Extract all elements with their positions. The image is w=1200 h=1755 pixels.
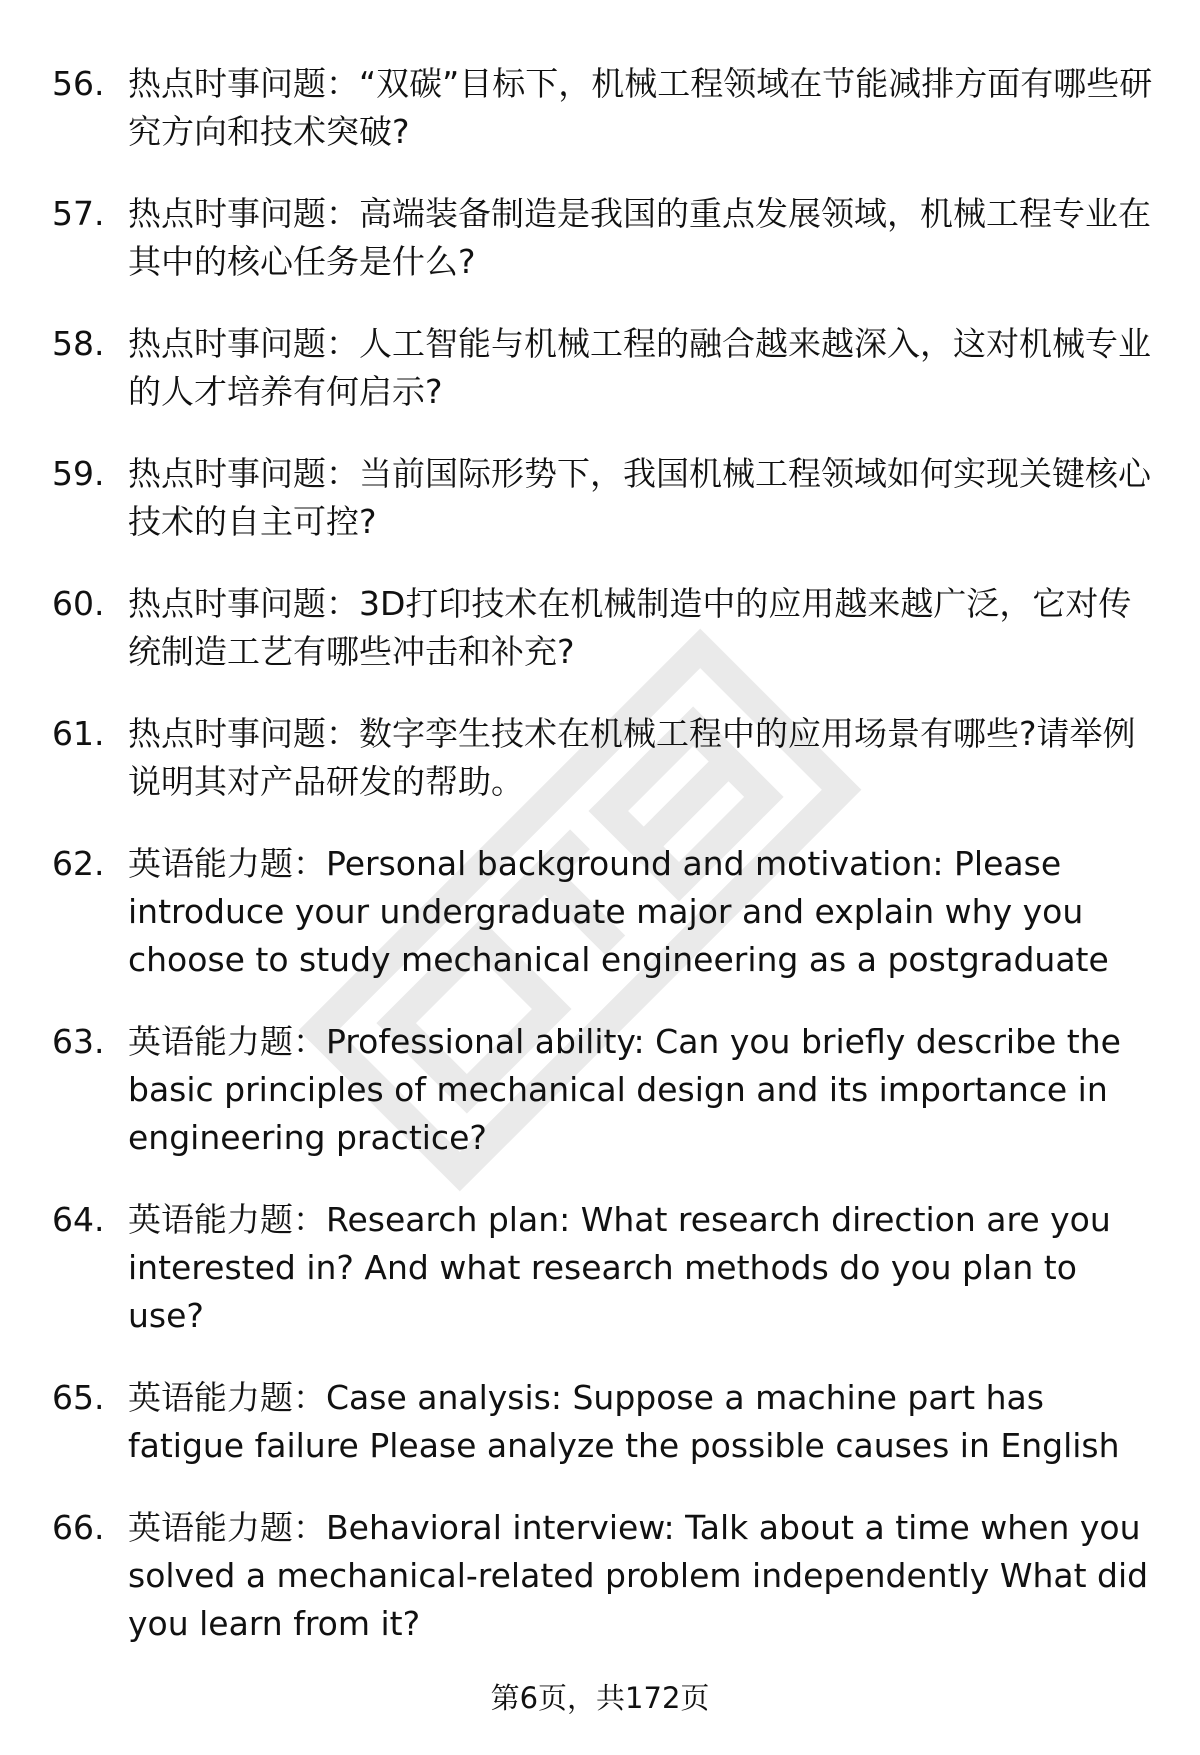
question-text: 热点时事问题：人工智能与机械工程的融合越来越深入，这对机械专业的人才培养有何启示? bbox=[128, 324, 1151, 411]
list-item bbox=[52, 450, 1162, 546]
list-item bbox=[52, 190, 1162, 286]
list-item bbox=[52, 1374, 1162, 1470]
question-text: 英语能力题：Behavioral interview: Talk about a time when you solved a mechanical-related problem independently What did you learn from it? bbox=[128, 1508, 1149, 1643]
page-number-footer: 第6页，共172页 bbox=[490, 1681, 710, 1715]
question-text: 英语能力题：Professional ability: Can you briefly describe the basic principles of mechanical design and its importance in engineering practice? bbox=[128, 1022, 1121, 1157]
list-item bbox=[52, 320, 1162, 416]
question-number: 61. bbox=[52, 714, 105, 753]
question-text: 热点时事问题：高端装备制造是我国的重点发展领域，机械工程专业在其中的核心任务是什么? bbox=[128, 194, 1151, 281]
question-number: 57. bbox=[52, 194, 105, 233]
list-item bbox=[52, 60, 1162, 156]
list-item bbox=[52, 580, 1162, 676]
question-number: 58. bbox=[52, 324, 105, 363]
list-item bbox=[52, 1196, 1162, 1340]
question-text: 英语能力题：Personal background and motivation: Please introduce your undergraduate major and explain why you choose to study mechanical engineering as a postgraduate bbox=[128, 844, 1109, 979]
list-item bbox=[52, 1504, 1162, 1648]
question-number: 60. bbox=[52, 584, 105, 623]
list-item bbox=[52, 710, 1162, 806]
list-item bbox=[52, 840, 1162, 984]
question-text: 热点时事问题：数字孪生技术在机械工程中的应用场景有哪些?请举例说明其对产品研发的帮助。 bbox=[128, 714, 1136, 801]
question-number: 65. bbox=[52, 1378, 105, 1417]
question-number: 56. bbox=[52, 64, 105, 103]
list-item bbox=[52, 1018, 1162, 1162]
question-number: 66. bbox=[52, 1508, 105, 1547]
question-text: 热点时事问题：3D打印技术在机械制造中的应用越来越广泛，它对传统制造工艺有哪些冲击和补充? bbox=[128, 584, 1132, 671]
question-text: 热点时事问题：当前国际形势下，我国机械工程领域如何实现关键核心技术的自主可控? bbox=[128, 454, 1151, 541]
question-text: 热点时事问题：“双碳”目标下，机械工程领域在节能减排方面有哪些研究方向和技术突破? bbox=[128, 64, 1153, 151]
question-number: 63. bbox=[52, 1022, 105, 1061]
question-number: 59. bbox=[52, 454, 105, 493]
question-list bbox=[52, 60, 1162, 1648]
question-number: 64. bbox=[52, 1200, 105, 1239]
question-text: 英语能力题：Research plan: What research direction are you interested in? And what research methods do you plan to use? bbox=[128, 1200, 1111, 1335]
question-text: 英语能力题：Case analysis: Suppose a machine part has fatigue failure Please analyze the possible causes in English bbox=[128, 1378, 1120, 1465]
question-number: 62. bbox=[52, 844, 105, 883]
